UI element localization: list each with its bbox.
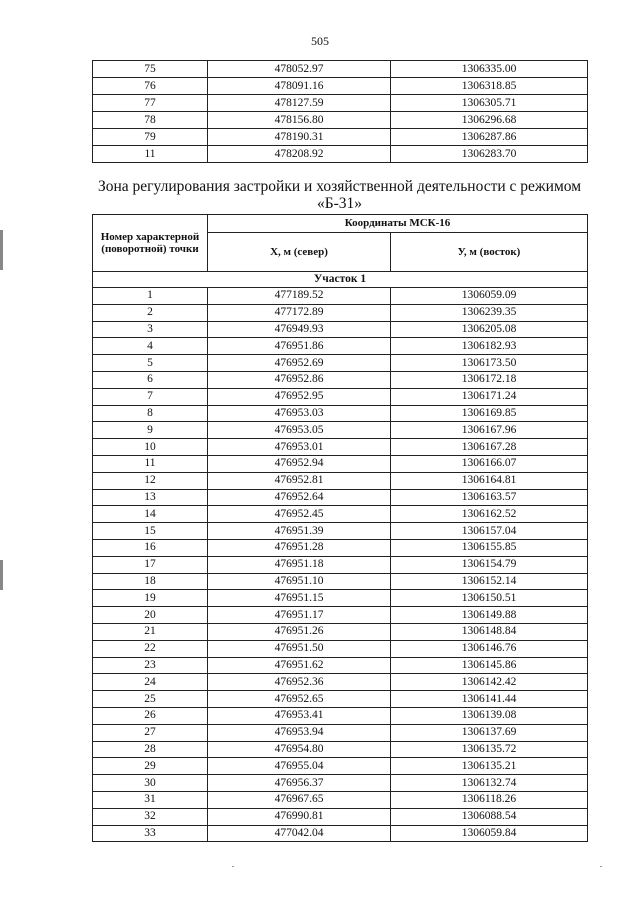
point-number-cell: 79 (93, 129, 208, 146)
table-row (93, 129, 588, 146)
point-number-cell: 25 (93, 691, 208, 708)
x-coordinate-cell: 478127.59 (208, 95, 391, 112)
scan-dot (232, 866, 234, 867)
table-row (93, 405, 588, 422)
point-number-cell: 76 (93, 78, 208, 95)
x-coordinate-cell: 477189.52 (208, 288, 391, 305)
y-coordinate-cell: 1306335.00 (391, 61, 588, 78)
section-label: Участок 1 (93, 272, 588, 288)
coordinates-table-header (93, 215, 588, 288)
point-number-cell: 26 (93, 707, 208, 724)
point-number-cell: 15 (93, 523, 208, 540)
table-row (93, 321, 588, 338)
point-number-cell: 10 (93, 439, 208, 456)
x-coordinate-cell: 476951.15 (208, 590, 391, 607)
point-number-cell: 4 (93, 338, 208, 355)
x-coordinate-cell: 478091.16 (208, 78, 391, 95)
y-coordinate-cell: 1306296.68 (391, 112, 588, 129)
point-number-cell: 8 (93, 405, 208, 422)
table-row (93, 95, 588, 112)
table-row (93, 422, 588, 439)
point-number-cell: 19 (93, 590, 208, 607)
x-coordinate-cell: 476951.50 (208, 640, 391, 657)
y-coordinate-cell: 1306166.07 (391, 455, 588, 472)
x-coordinate-cell: 476952.64 (208, 489, 391, 506)
x-coordinate-cell: 476952.95 (208, 388, 391, 405)
y-coordinate-cell: 1306163.57 (391, 489, 588, 506)
point-number-cell: 75 (93, 61, 208, 78)
y-coordinate-cell: 1306135.21 (391, 758, 588, 775)
point-number-cell: 31 (93, 791, 208, 808)
point-number-cell: 20 (93, 607, 208, 624)
y-coordinate-cell: 1306088.54 (391, 808, 588, 825)
point-number-cell: 6 (93, 371, 208, 388)
point-number-cell: 29 (93, 758, 208, 775)
x-coordinate-cell: 476951.17 (208, 607, 391, 624)
point-number-cell: 2 (93, 304, 208, 321)
table-row (93, 61, 588, 78)
header-point-number: Номер характерной (поворотной) точки (93, 215, 208, 272)
x-coordinate-cell: 476951.10 (208, 573, 391, 590)
y-coordinate-cell: 1306157.04 (391, 523, 588, 540)
x-coordinate-cell: 476951.26 (208, 623, 391, 640)
x-coordinate-cell: 476952.81 (208, 472, 391, 489)
x-coordinate-cell: 476952.45 (208, 506, 391, 523)
table-row (93, 674, 588, 691)
scan-margin-mark (0, 230, 3, 270)
table-row (93, 78, 588, 95)
x-coordinate-cell: 476953.01 (208, 439, 391, 456)
y-coordinate-cell: 1306118.26 (391, 791, 588, 808)
point-number-cell: 3 (93, 321, 208, 338)
x-coordinate-cell: 476956.37 (208, 775, 391, 792)
x-coordinate-cell: 478190.31 (208, 129, 391, 146)
x-coordinate-cell: 476953.41 (208, 707, 391, 724)
scan-margin-mark (0, 560, 3, 590)
zone-title: Зона регулирования застройки и хозяйственной деятельности с режимом «Б-31» (97, 178, 582, 212)
point-number-cell: 17 (93, 556, 208, 573)
table-row (93, 808, 588, 825)
table-row (93, 825, 588, 842)
table-row (93, 355, 588, 372)
x-coordinate-cell: 476953.05 (208, 422, 391, 439)
y-coordinate-cell: 1306287.86 (391, 129, 588, 146)
point-number-cell: 77 (93, 95, 208, 112)
point-number-cell: 22 (93, 640, 208, 657)
table-row (93, 371, 588, 388)
point-number-cell: 11 (93, 455, 208, 472)
x-coordinate-cell: 476952.94 (208, 455, 391, 472)
y-coordinate-cell: 1306167.96 (391, 422, 588, 439)
x-coordinate-cell: 476952.36 (208, 674, 391, 691)
y-coordinate-cell: 1306154.79 (391, 556, 588, 573)
y-coordinate-cell: 1306145.86 (391, 657, 588, 674)
x-coordinate-cell: 477042.04 (208, 825, 391, 842)
point-number-cell: 21 (93, 623, 208, 640)
table-row (93, 640, 588, 657)
table-row (93, 623, 588, 640)
y-coordinate-cell: 1306141.44 (391, 691, 588, 708)
x-coordinate-cell: 476951.86 (208, 338, 391, 355)
y-coordinate-cell: 1306173.50 (391, 355, 588, 372)
y-coordinate-cell: 1306132.74 (391, 775, 588, 792)
coordinates-table-body (93, 288, 588, 842)
x-coordinate-cell: 476949.93 (208, 321, 391, 338)
x-coordinate-cell: 478208.92 (208, 146, 391, 163)
point-number-cell: 23 (93, 657, 208, 674)
table-row (93, 523, 588, 540)
point-number-cell: 27 (93, 724, 208, 741)
y-coordinate-cell: 1306167.28 (391, 439, 588, 456)
x-coordinate-cell: 478156.80 (208, 112, 391, 129)
y-coordinate-cell: 1306169.85 (391, 405, 588, 422)
y-coordinate-cell: 1306182.93 (391, 338, 588, 355)
table-row (93, 758, 588, 775)
x-coordinate-cell: 476951.28 (208, 539, 391, 556)
x-coordinate-cell: 476990.81 (208, 808, 391, 825)
y-coordinate-cell: 1306137.69 (391, 724, 588, 741)
table-row (93, 112, 588, 129)
header-coordinates: Координаты МСК-16 (208, 215, 588, 233)
y-coordinate-cell: 1306059.84 (391, 825, 588, 842)
x-coordinate-cell: 476951.62 (208, 657, 391, 674)
y-coordinate-cell: 1306152.14 (391, 573, 588, 590)
point-number-cell: 33 (93, 825, 208, 842)
x-coordinate-cell: 476953.03 (208, 405, 391, 422)
x-coordinate-cell: 476953.94 (208, 724, 391, 741)
x-coordinate-cell: 476951.18 (208, 556, 391, 573)
point-number-cell: 13 (93, 489, 208, 506)
table-row (93, 455, 588, 472)
y-coordinate-cell: 1306305.71 (391, 95, 588, 112)
y-coordinate-cell: 1306139.08 (391, 707, 588, 724)
y-coordinate-cell: 1306205.08 (391, 321, 588, 338)
y-coordinate-cell: 1306172.18 (391, 371, 588, 388)
table-row (93, 506, 588, 523)
point-number-cell: 32 (93, 808, 208, 825)
x-coordinate-cell: 476952.86 (208, 371, 391, 388)
table-row (93, 338, 588, 355)
y-coordinate-cell: 1306164.81 (391, 472, 588, 489)
x-coordinate-cell: 476951.39 (208, 523, 391, 540)
point-number-cell: 12 (93, 472, 208, 489)
x-coordinate-cell: 476954.80 (208, 741, 391, 758)
table-row (93, 304, 588, 321)
y-coordinate-cell: 1306146.76 (391, 640, 588, 657)
table-row (93, 707, 588, 724)
point-number-cell: 7 (93, 388, 208, 405)
table-row (93, 724, 588, 741)
point-number-cell: 11 (93, 146, 208, 163)
y-coordinate-cell: 1306148.84 (391, 623, 588, 640)
y-coordinate-cell: 1306150.51 (391, 590, 588, 607)
point-number-cell: 28 (93, 741, 208, 758)
page-number: 505 (311, 34, 329, 48)
point-number-cell: 5 (93, 355, 208, 372)
x-coordinate-cell: 476955.04 (208, 758, 391, 775)
table-row (93, 791, 588, 808)
continuation-table (92, 60, 588, 163)
point-number-cell: 30 (93, 775, 208, 792)
table-row (93, 657, 588, 674)
table-row (93, 388, 588, 405)
table-row (93, 590, 588, 607)
y-coordinate-cell: 1306318.85 (391, 78, 588, 95)
table-row (93, 146, 588, 163)
header-y: У, м (восток) (391, 233, 588, 272)
table-row (93, 472, 588, 489)
scan-dot (600, 866, 602, 867)
x-coordinate-cell: 476952.69 (208, 355, 391, 372)
point-number-cell: 24 (93, 674, 208, 691)
table-row (93, 775, 588, 792)
table-row (93, 607, 588, 624)
point-number-cell: 18 (93, 573, 208, 590)
y-coordinate-cell: 1306059.09 (391, 288, 588, 305)
x-coordinate-cell: 477172.89 (208, 304, 391, 321)
y-coordinate-cell: 1306171.24 (391, 388, 588, 405)
y-coordinate-cell: 1306162.52 (391, 506, 588, 523)
point-number-cell: 14 (93, 506, 208, 523)
y-coordinate-cell: 1306283.70 (391, 146, 588, 163)
table-row (93, 691, 588, 708)
point-number-cell: 16 (93, 539, 208, 556)
x-coordinate-cell: 476967.65 (208, 791, 391, 808)
table-row (93, 573, 588, 590)
y-coordinate-cell: 1306155.85 (391, 539, 588, 556)
point-number-cell: 78 (93, 112, 208, 129)
point-number-cell: 9 (93, 422, 208, 439)
x-coordinate-cell: 476952.65 (208, 691, 391, 708)
table-row (93, 439, 588, 456)
table-row (93, 539, 588, 556)
table-row (93, 741, 588, 758)
continuation-table-body (93, 61, 588, 163)
x-coordinate-cell: 478052.97 (208, 61, 391, 78)
table-row (93, 288, 588, 305)
y-coordinate-cell: 1306135.72 (391, 741, 588, 758)
header-x: Х, м (север) (208, 233, 391, 272)
coordinates-table (92, 214, 588, 842)
y-coordinate-cell: 1306149.88 (391, 607, 588, 624)
y-coordinate-cell: 1306142.42 (391, 674, 588, 691)
point-number-cell: 1 (93, 288, 208, 305)
table-row (93, 489, 588, 506)
y-coordinate-cell: 1306239.35 (391, 304, 588, 321)
table-row (93, 556, 588, 573)
